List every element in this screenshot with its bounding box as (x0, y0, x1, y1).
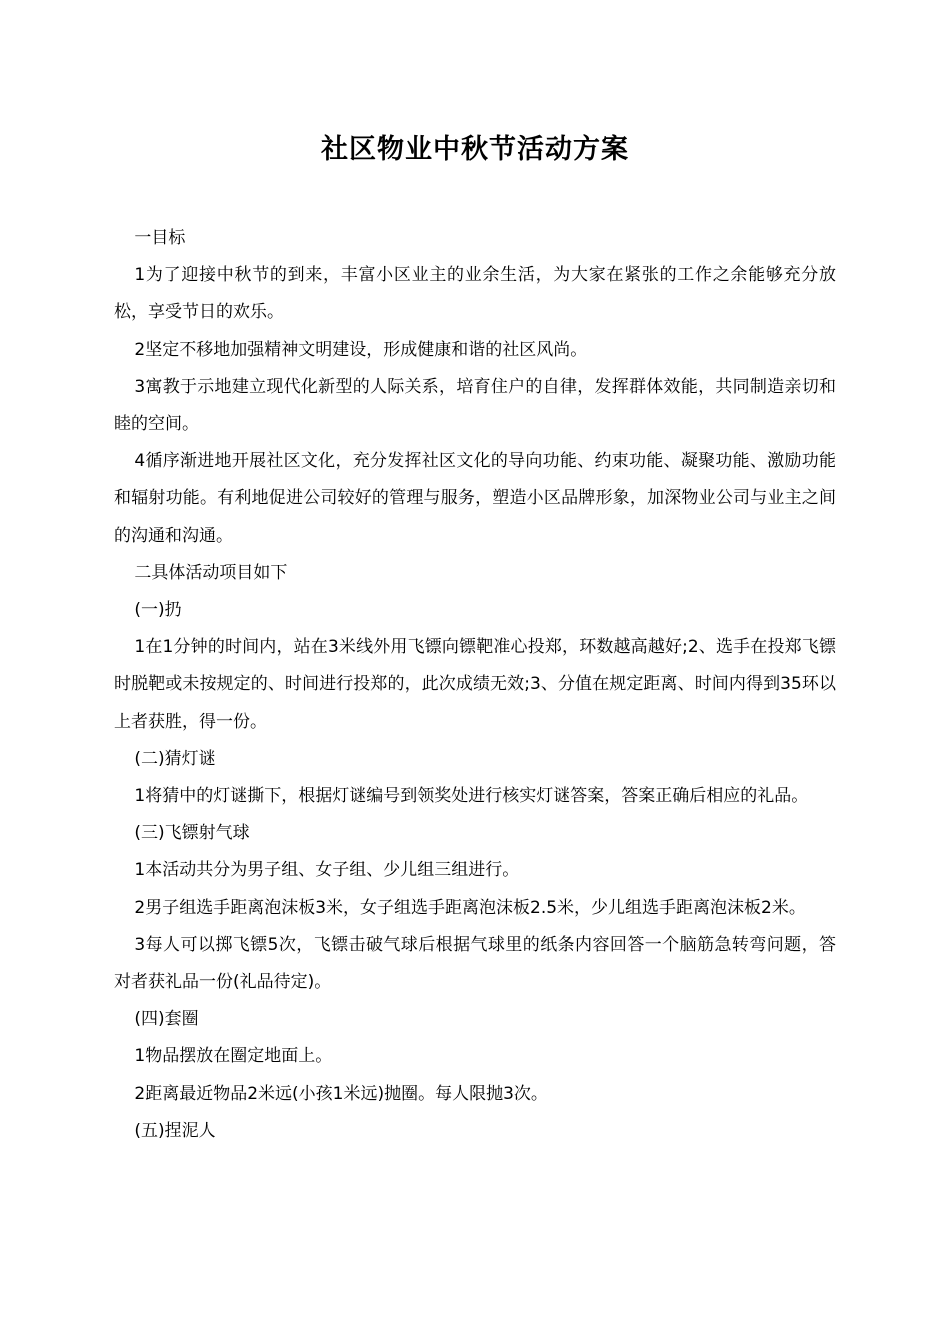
document-body (114, 220, 836, 1150)
section-heading-goals: 一目标 (134, 228, 186, 248)
paragraph: 2距离最近物品2米远(小孩1米远)抛圈。每人限抛3次。 (134, 1083, 548, 1104)
paragraph: 3每人可以掷飞镖5次，飞镖击破气球后根据气球里的纸条内容回答一个脑筋急转弯问题，答对者获礼品一份(礼品待定)。 (114, 934, 836, 993)
subsection-heading: (五)捏泥人 (134, 1120, 216, 1141)
document-title: 社区物业中秋节活动方案 (321, 134, 629, 165)
paragraph: 2男子组选手距离泡沫板3米，女子组选手距离泡沫板2.5米，少儿组选手距离泡沫板2米。 (134, 897, 806, 918)
subsection-heading: (二)猜灯谜 (134, 748, 216, 769)
paragraph: 1将猜中的灯谜撕下，根据灯谜编号到领奖处进行核实灯谜答案，答案正确后相应的礼品。 (134, 786, 809, 807)
paragraph: 1本活动共分为男子组、女子组、少儿组三组进行。 (134, 860, 520, 881)
paragraph: 1为了迎接中秋节的到来，丰富小区业主的业余生活，为大家在紧张的工作之余能够充分放松，享受节日的欢乐。 (114, 265, 836, 323)
subsection-heading: (一)扔 (134, 600, 182, 621)
paragraph: 1物品摆放在圈定地面上。 (134, 1046, 333, 1067)
paragraph: 3寓教于示地建立现代化新型的人际关系，培育住户的自律，发挥群体效能，共同制造亲切和睦的空间。 (114, 376, 836, 435)
section-heading-activities: 二具体活动项目如下 (134, 562, 288, 583)
paragraph: 2坚定不移地加强精神文明建设，形成健康和谐的社区风尚。 (134, 339, 588, 360)
paragraph: 4循序渐进地开展社区文化，充分发挥社区文化的导向功能、约束功能、凝聚功能、激励功能和辐射功能。有利地促进公司较好的管理与服务，塑造小区品牌形象，加深物业公司与业主之间的沟通和沟通。 (114, 451, 836, 546)
paragraph: 1在1分钟的时间内，站在3米线外用飞镖向镖靶准心投郑，环数越高越好;2、选手在投郑飞镖时脱靶或未按规定的、时间进行投郑的，此次成绩无效;3、分值在规定距离、时间内得到35环以上者获胜，得一份。 (114, 637, 836, 732)
subsection-heading: (三)飞镖射气球 (134, 823, 250, 844)
subsection-heading: (四)套圈 (134, 1009, 199, 1030)
